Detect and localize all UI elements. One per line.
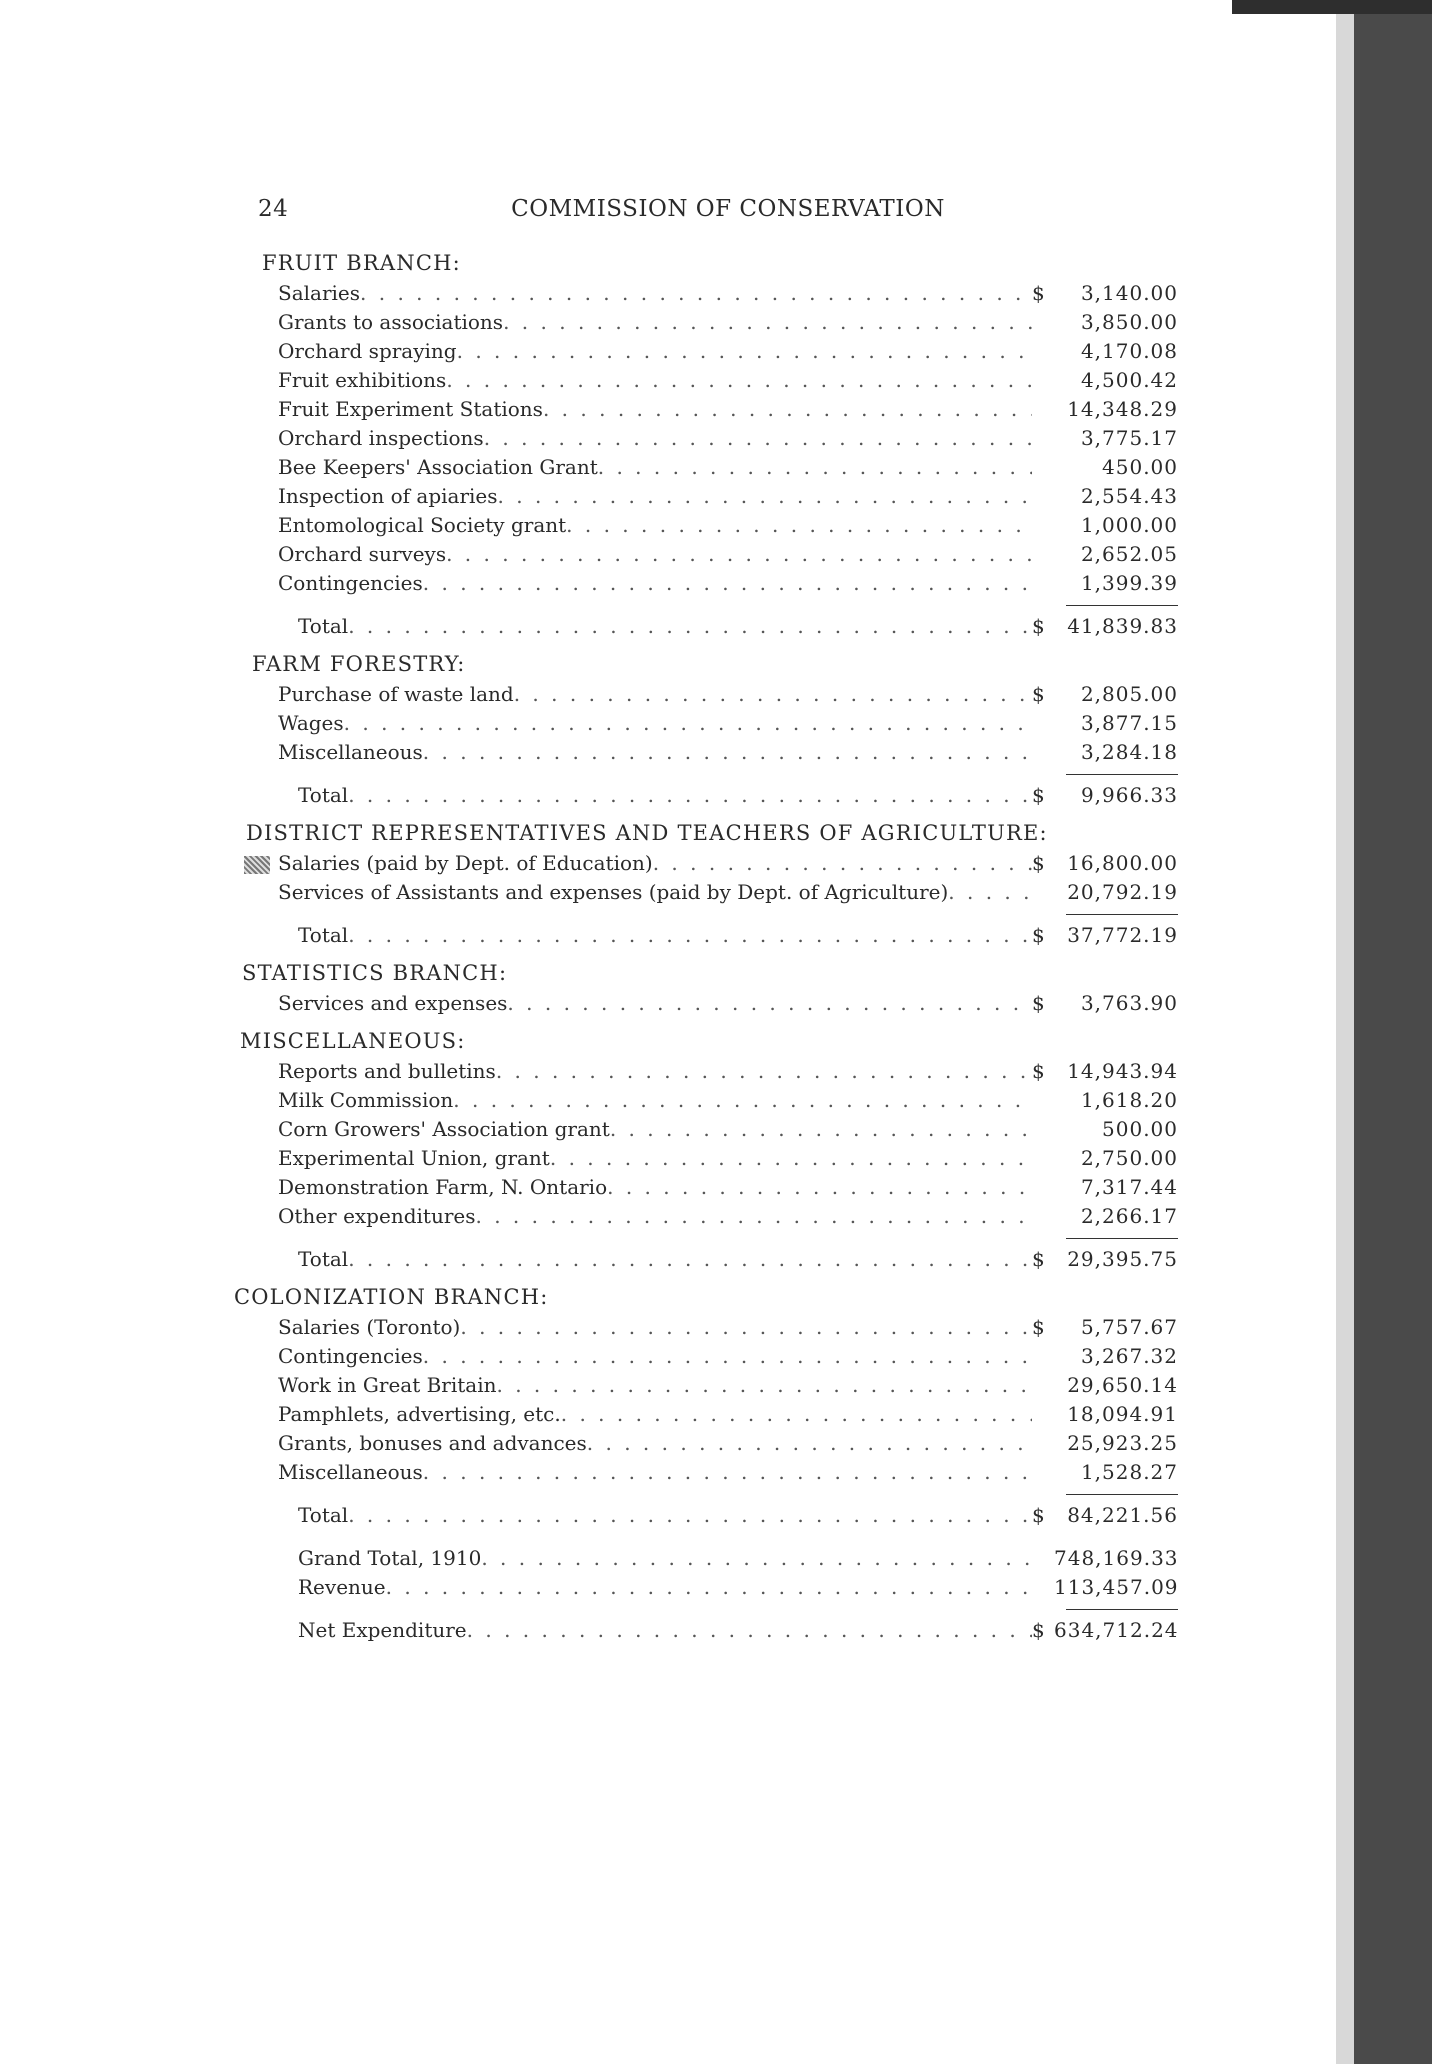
row-amount: 3,850.00 <box>1080 310 1178 334</box>
section-fruit-branch <box>228 248 1178 641</box>
row-amount: 20,792.19 <box>1067 880 1178 904</box>
row-amount: 2,805.00 <box>1080 682 1178 706</box>
section-statistics-branch <box>228 958 1178 1018</box>
table-row <box>228 453 1178 482</box>
row-label: Services of Assistants and expenses (paid by Dept. of Agriculture) <box>278 880 949 904</box>
table-row <box>228 511 1178 540</box>
running-header <box>258 196 1198 236</box>
table-row <box>228 1400 1178 1429</box>
section-miscellaneous <box>228 1026 1178 1274</box>
row-amount: 7,317.44 <box>1080 1175 1178 1199</box>
section-heading: FARM FORESTRY: <box>252 652 466 676</box>
section-heading: DISTRICT REPRESENTATIVES AND TEACHERS OF AGRICULTURE: <box>246 821 1048 845</box>
net-rule <box>1066 1609 1178 1610</box>
row-label: Miscellaneous <box>278 740 423 764</box>
dollar-sign: $ <box>1032 1503 1045 1527</box>
dollar-sign: $ <box>1032 1059 1045 1083</box>
row-label: Miscellaneous <box>278 1460 423 1484</box>
grand-total-amount: 748,169.33 <box>1054 1546 1179 1570</box>
row-label: Corn Growers' Association grant <box>278 1117 610 1141</box>
row-label: Wages <box>278 711 344 735</box>
row-label: Salaries <box>278 281 361 305</box>
summary-block <box>228 1544 1178 1645</box>
total-amount: 29,395.75 <box>1067 1247 1178 1271</box>
table-row <box>228 1458 1178 1487</box>
dollar-sign: $ <box>1032 1247 1045 1271</box>
row-amount: 1,399.39 <box>1080 571 1178 595</box>
total-label: Total <box>298 614 349 638</box>
row-amount: 14,943.94 <box>1067 1059 1178 1083</box>
row-label: Entomological Society grant <box>278 513 567 537</box>
table-row <box>228 738 1178 767</box>
table-row <box>228 1371 1178 1400</box>
table-row <box>228 395 1178 424</box>
row-label: Pamphlets, advertising, etc. <box>278 1402 561 1426</box>
table-row <box>228 1313 1178 1342</box>
table-row <box>228 1115 1178 1144</box>
total-row <box>228 1245 1178 1274</box>
net-expenditure-amount: 634,712.24 <box>1054 1618 1179 1642</box>
row-label: Salaries (paid by Dept. of Education) <box>278 851 653 875</box>
row-amount: 3,775.17 <box>1080 426 1178 450</box>
row-label: Contingencies <box>278 1344 423 1368</box>
table-row <box>228 878 1178 907</box>
revenue-amount: 113,457.09 <box>1054 1575 1179 1599</box>
section-colonization-branch <box>228 1282 1178 1530</box>
section-farm-forestry <box>228 649 1178 810</box>
total-label: Total <box>298 783 349 807</box>
section-district-representatives <box>228 818 1178 950</box>
table-row <box>228 989 1178 1018</box>
total-row <box>228 781 1178 810</box>
row-amount: 4,500.42 <box>1080 368 1178 392</box>
row-label: Experimental Union, grant <box>278 1146 550 1170</box>
revenue-label: Revenue <box>298 1575 386 1599</box>
row-label: Orchard inspections <box>278 426 484 450</box>
subtotal-rule <box>1066 774 1178 775</box>
row-amount: 3,877.15 <box>1080 711 1178 735</box>
total-amount: 37,772.19 <box>1067 923 1178 947</box>
table-row <box>228 1173 1178 1202</box>
expenditure-statement <box>228 248 1178 1645</box>
page-title: COMMISSION OF CONSERVATION <box>511 196 945 222</box>
dollar-sign: $ <box>1032 281 1045 305</box>
table-row <box>228 337 1178 366</box>
page-edge-dark <box>1354 0 1432 2064</box>
total-amount: 84,221.56 <box>1067 1503 1178 1527</box>
row-amount: 2,554.43 <box>1080 484 1178 508</box>
total-amount: 41,839.83 <box>1067 614 1178 638</box>
row-label: Demonstration Farm, N. Ontario <box>278 1175 608 1199</box>
row-amount: 14,348.29 <box>1067 397 1178 421</box>
row-label: Fruit exhibitions <box>278 368 447 392</box>
section-heading: STATISTICS BRANCH: <box>242 961 508 985</box>
table-row <box>228 424 1178 453</box>
total-label: Total <box>298 1247 349 1271</box>
row-amount: 3,763.90 <box>1080 991 1178 1015</box>
net-expenditure-row <box>228 1616 1178 1645</box>
table-row <box>228 1057 1178 1086</box>
table-row <box>228 680 1178 709</box>
row-label: Contingencies <box>278 571 423 595</box>
subtotal-rule <box>1066 605 1178 606</box>
table-row <box>228 279 1178 308</box>
table-row <box>228 1429 1178 1458</box>
row-label: Other expenditures <box>278 1204 476 1228</box>
row-label: Orchard surveys <box>278 542 447 566</box>
table-row <box>228 709 1178 738</box>
row-label: Reports and bulletins <box>278 1059 496 1083</box>
net-expenditure-label: Net Expenditure <box>298 1618 467 1642</box>
row-label: Grants to associations <box>278 310 504 334</box>
row-amount: 2,750.00 <box>1080 1146 1178 1170</box>
row-amount: 3,140.00 <box>1080 281 1178 305</box>
row-amount: 3,284.18 <box>1080 740 1178 764</box>
row-label: Orchard spraying <box>278 339 457 363</box>
table-row <box>228 1342 1178 1371</box>
table-row <box>228 308 1178 337</box>
dollar-sign: $ <box>1032 991 1045 1015</box>
row-label: Inspection of apiaries <box>278 484 498 508</box>
dollar-sign: $ <box>1032 1315 1045 1339</box>
row-amount: 450.00 <box>1102 455 1178 479</box>
dollar-sign: $ <box>1032 682 1045 706</box>
section-heading: COLONIZATION BRANCH: <box>234 1285 549 1309</box>
table-row <box>228 1144 1178 1173</box>
row-label: Work in Great Britain <box>278 1373 497 1397</box>
row-amount: 3,267.32 <box>1080 1344 1178 1368</box>
subtotal-rule <box>1066 1494 1178 1495</box>
total-amount: 9,966.33 <box>1080 783 1178 807</box>
dollar-sign: $ <box>1032 1618 1045 1642</box>
total-label: Total <box>298 1503 349 1527</box>
table-row <box>228 849 1178 878</box>
section-heading: FRUIT BRANCH: <box>262 251 461 275</box>
subtotal-rule <box>1066 1238 1178 1239</box>
print-blemish <box>244 856 270 874</box>
subtotal-rule <box>1066 914 1178 915</box>
total-row <box>228 612 1178 641</box>
dollar-sign: $ <box>1032 614 1045 638</box>
row-label: Purchase of waste land <box>278 682 514 706</box>
row-amount: 4,170.08 <box>1080 339 1178 363</box>
dollar-sign: $ <box>1032 923 1045 947</box>
dollar-sign: $ <box>1032 783 1045 807</box>
table-row <box>228 482 1178 511</box>
row-amount: 2,266.17 <box>1080 1204 1178 1228</box>
total-label: Total <box>298 923 349 947</box>
table-row <box>228 569 1178 598</box>
row-amount: 29,650.14 <box>1067 1373 1178 1397</box>
row-label: Salaries (Toronto) <box>278 1315 461 1339</box>
total-row <box>228 921 1178 950</box>
row-amount: 18,094.91 <box>1067 1402 1178 1426</box>
row-label: Services and expenses <box>278 991 508 1015</box>
row-label: Milk Commission <box>278 1088 454 1112</box>
row-label: Grants, bonuses and advances <box>278 1431 587 1455</box>
row-amount: 500.00 <box>1102 1117 1178 1141</box>
row-amount: 1,528.27 <box>1080 1460 1178 1484</box>
revenue-row <box>228 1573 1178 1602</box>
row-amount: 1,000.00 <box>1080 513 1178 537</box>
row-label: Fruit Experiment Stations <box>278 397 543 421</box>
total-row <box>228 1501 1178 1530</box>
dollar-sign: $ <box>1032 851 1045 875</box>
table-row <box>228 1202 1178 1231</box>
page-number: 24 <box>258 196 289 222</box>
row-amount: 5,757.67 <box>1080 1315 1178 1339</box>
table-row <box>228 540 1178 569</box>
row-amount: 2,652.05 <box>1080 542 1178 566</box>
row-amount: 16,800.00 <box>1067 851 1178 875</box>
table-row <box>228 366 1178 395</box>
grand-total-label: Grand Total, 1910 <box>298 1546 482 1570</box>
row-amount: 25,923.25 <box>1067 1431 1178 1455</box>
table-row <box>228 1086 1178 1115</box>
section-heading: MISCELLANEOUS: <box>240 1029 466 1053</box>
row-label: Bee Keepers' Association Grant <box>278 455 598 479</box>
grand-total-row <box>228 1544 1178 1573</box>
row-amount: 1,618.20 <box>1080 1088 1178 1112</box>
